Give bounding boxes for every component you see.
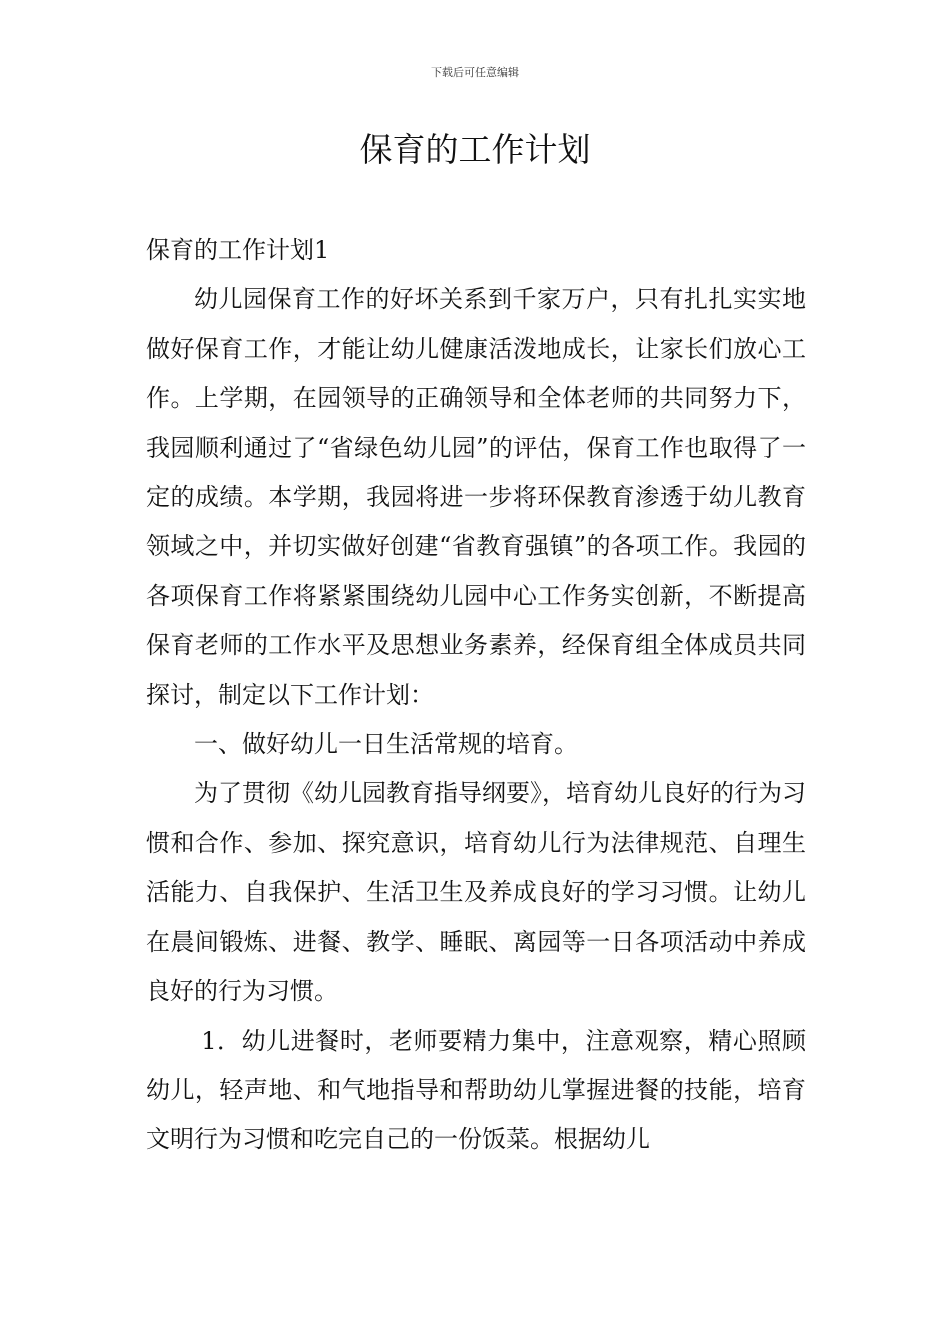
paragraph-heading-one: 一、做好幼儿一日生活常规的培育。 (194, 730, 578, 759)
paragraph-item-one: 1．幼儿进餐时，老师要精力集中，注意观察，精心照顾幼儿，轻声地、和气地指导和帮助幼儿掌握进餐的技能，培育文明行为习惯和吃完自己的一份饭菜。根据幼儿 (146, 1026, 806, 1154)
section-heading: 保育的工作计划1 (146, 236, 330, 264)
document-body (146, 226, 806, 1165)
header-note: 下载后可任意编辑 (431, 66, 519, 79)
paragraph-guideline: 为了贯彻《幼儿园教育指导纲要》，培育幼儿良好的行为习惯和合作、参加、探究意识，培育幼儿行为法律规范、自理生活能力、自我保护、生活卫生及养成良好的学习习惯。让幼儿在晨间锻炼、进餐、教学、睡眠、离园等一日各项活动中养成良好的行为习惯。 (146, 779, 806, 1006)
paragraph-intro: 幼儿园保育工作的好坏关系到千家万户，只有扎扎实实地做好保育工作，才能让幼儿健康活泼地成长，让家长们放心工作。上学期，在园领导的正确领导和全体老师的共同努力下，我园顺利通过了“省绿色幼儿园”的评估，保育工作也取得了一定的成绩。本学期，我园将进一步将环保教育渗透于幼儿教育领域之中，并切实做好创建“省教育强镇”的各项工作。我园的各项保育工作将紧紧围绕幼儿园中心工作务实创新，不断提高保育老师的工作水平及思想业务素养，经保育组全体成员共同探讨，制定以下工作计划： (146, 285, 806, 709)
document-title: 保育的工作计划 (359, 130, 591, 169)
